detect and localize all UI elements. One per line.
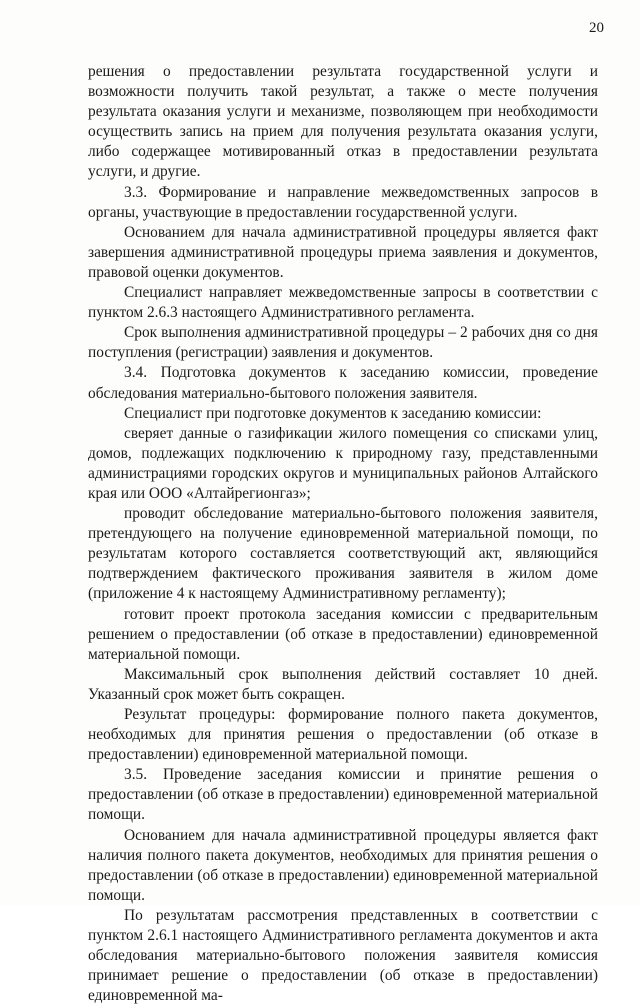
paragraph: 3.3. Формирование и направление межведомственных запросов в органы, участвующие в предоставлении государственной услуги.: [88, 183, 598, 221]
paragraph: Основанием для начала административной процедуры является факт завершения административной процедуры приема заявления и документов, правовой оценки документов.: [88, 223, 598, 281]
paragraph: 3.4. Подготовка документов к заседанию комиссии, проведение обследования материально-бытового положения заявителя.: [88, 364, 598, 402]
paragraph: Специалист направляет межведомственные запросы в соответствии с пунктом 2.6.3 настоящего Административного регламента.: [88, 284, 598, 322]
paragraph: Специалист при подготовке документов к заседанию комиссии:: [124, 404, 542, 422]
paragraph: Срок выполнения административной процедуры – 2 рабочих дня со дня поступления (регистрации) заявления и документов.: [88, 324, 598, 362]
page-number: 20: [589, 20, 604, 36]
paragraph: проводит обследование материально-бытового положения заявителя, претендующего на получение единовременной материальной помощи, по результатам которого составляется соответствующий акт, являющийся подтверждением фактического проживания заявителя в жилом доме (приложение 4 к настоящему Административному регламенту);: [88, 505, 598, 603]
paragraph: 3.5. Проведение заседания комиссии и принятие решения о предоставлении (об отказе в предоставлении) единовременной материальной помощи.: [88, 766, 598, 824]
paragraph: Результат процедуры: формирование полного пакета документов, необходимых для принятия решения о предоставлении (об отказе в предоставлении) единовременной материальной помощи.: [88, 706, 598, 764]
document-body: [88, 62, 598, 1006]
paragraph: Максимальный срок выполнения действий составляет 10 дней. Указанный срок может быть сокращен.: [88, 665, 598, 703]
paragraph: Основанием для начала административной процедуры является факт наличия полного пакета документов, необходимых для принятия решения о предоставлении (об отказе в предоставлении) единовременной материальной помощи.: [88, 826, 598, 904]
paragraph: решения о предоставлении результата государственной услуги и возможности получить такой результат, а также о месте получения результата оказания услуги и механизме, позволяющем при необходимости осуществить запись на прием для получения результата оказания услуги, либо содержащее мотивированный отказ в предоставлении результата услуги, и другие.: [88, 63, 598, 181]
paragraph: По результатам рассмотрения представленных в соответствии с пунктом 2.6.1 настоящего Административного регламента документов и акта обследования материально-бытового положения заявителя комиссия принимает решение о предоставлении (об отказе в предоставлении) единовременной ма-: [88, 906, 598, 1005]
paragraph: готовит проект протокола заседания комиссии с предварительным решением о предоставлении (об отказе в предоставлении) единовременной материальной помощи.: [88, 605, 598, 663]
paragraph: сверяет данные о газификации жилого помещения со списками улиц, домов, подлежащих подключению к природному газу, представленными администрациями городских округов и муниципальных районов Алтайского края или ООО «Алтайрегионгаз»;: [88, 424, 598, 502]
